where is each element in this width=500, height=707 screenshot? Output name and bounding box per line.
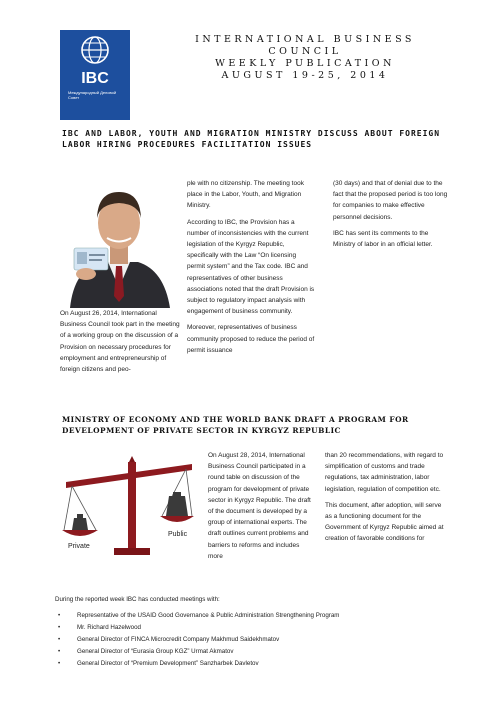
article1-col3-p2: IBC has sent its comments to the Ministry of labor in an official letter. bbox=[333, 229, 433, 249]
meeting-text: Mr. Richard Hazelwood bbox=[77, 624, 141, 631]
list-item bbox=[55, 634, 475, 646]
article1-column-3 bbox=[333, 178, 451, 255]
public-label: Public bbox=[168, 531, 188, 538]
logo-subtitle: Международный Деловой Совет bbox=[68, 90, 117, 100]
ibc-logo bbox=[60, 30, 130, 120]
meetings-list bbox=[55, 610, 475, 670]
private-label: Private bbox=[68, 543, 90, 550]
article1-column-1 bbox=[60, 308, 182, 380]
balance-scale-image bbox=[62, 450, 197, 562]
globe-icon bbox=[60, 30, 130, 70]
article1-col1-text: On August 26, 2014, International Business Council took part in the meeting of a working group on the discussion of a Provision on necessary procedures for employment and entrepreneurship of foreign citizens and peo- bbox=[60, 310, 180, 374]
article1-col2-p2: According to IBC, the Provision has a number of inconsistencies with the current legislation of the Kyrgyz Republic, specifically with the Law “On licensing permit system” and the Tax code. IBC and representatives of other business associations noted that the draft Provision is subject to regulatory impact analysis with engagement of business community. bbox=[187, 218, 315, 316]
header-line-4: AUGUST 19-25, 2014 bbox=[221, 70, 389, 81]
article1-title: IBC AND LABOR, YOUTH AND MIGRATION MINISTRY DISCUSS ABOUT FOREIGN LABOR HIRING PROCEDURES FACILITATION ISSUES bbox=[62, 129, 441, 149]
businessman-photo bbox=[60, 178, 178, 308]
article1-col3-p1: (30 days) and that of denial due to the fact that the proposed period is too long for companies to make effective personnel decisions. bbox=[333, 180, 448, 221]
article2-column-1 bbox=[208, 450, 312, 567]
meeting-text: Representative of the USAID Good Governance & Public Administration Strengthening Program bbox=[77, 612, 340, 619]
meeting-text: General Director of “Premium Development” Sanzharbek Davletov bbox=[77, 660, 259, 667]
article2-title: MINISTRY OF ECONOMY AND THE WORLD BANK DRAFT A PROGRAM FOR DEVELOPMENT OF PRIVATE SECTOR IN KYRGYZ REPUBLIC bbox=[62, 415, 409, 435]
article1-col2-p1: ple with no citizenship. The meeting took place in the Labor, Youth, and Migration Ministry. bbox=[187, 180, 304, 210]
bullet: • bbox=[58, 612, 61, 619]
meeting-text: General Director of “Eurasia Group KGZ” Urmat Akmatov bbox=[77, 648, 234, 655]
bullet: • bbox=[58, 660, 61, 667]
list-item bbox=[55, 658, 475, 670]
list-item bbox=[55, 610, 475, 622]
header-line-2: COUNCIL bbox=[268, 46, 342, 57]
article2-col2-p1: than 20 recommendations, with regard to simplification of customs and trade regulations, tax administration, labor legislation, regulation of competition etc. bbox=[325, 452, 444, 493]
article2-col2-p2: This document, after adoption, will serve as a functioning document for the Government of Kyrgyz Republic aimed at creation of favorable conditions for bbox=[325, 501, 444, 543]
article2-column-2 bbox=[325, 450, 445, 550]
header-line-3: WEEKLY PUBLICATION bbox=[215, 58, 395, 69]
list-item bbox=[55, 646, 475, 658]
logo-text: IBC bbox=[81, 70, 109, 87]
publication-header bbox=[175, 34, 435, 82]
meeting-text: General Director of FINCA Microcredit Company Makhmud Saidekhmatov bbox=[77, 636, 280, 643]
article1-col2-p3: Moreover, representatives of business community proposed to reduce the period of permit issuance bbox=[187, 324, 315, 354]
bullet: • bbox=[58, 648, 61, 655]
article2-col1-text: On August 28, 2014, International Business Council participated in a round table on discussion of the program for development of private sector in Kyrgyz Republic. The draft of the document is developed by a group of international experts. The draft outlines current problems and barriers to reforms and includes more bbox=[208, 452, 311, 560]
meetings-intro: During the reported week IBC has conducted meetings with: bbox=[55, 596, 220, 603]
list-item bbox=[55, 622, 475, 634]
article1-column-2 bbox=[187, 178, 315, 361]
header-line-1: INTERNATIONAL BUSINESS bbox=[195, 34, 415, 45]
bullet: • bbox=[58, 636, 61, 643]
bullet: • bbox=[58, 624, 61, 631]
